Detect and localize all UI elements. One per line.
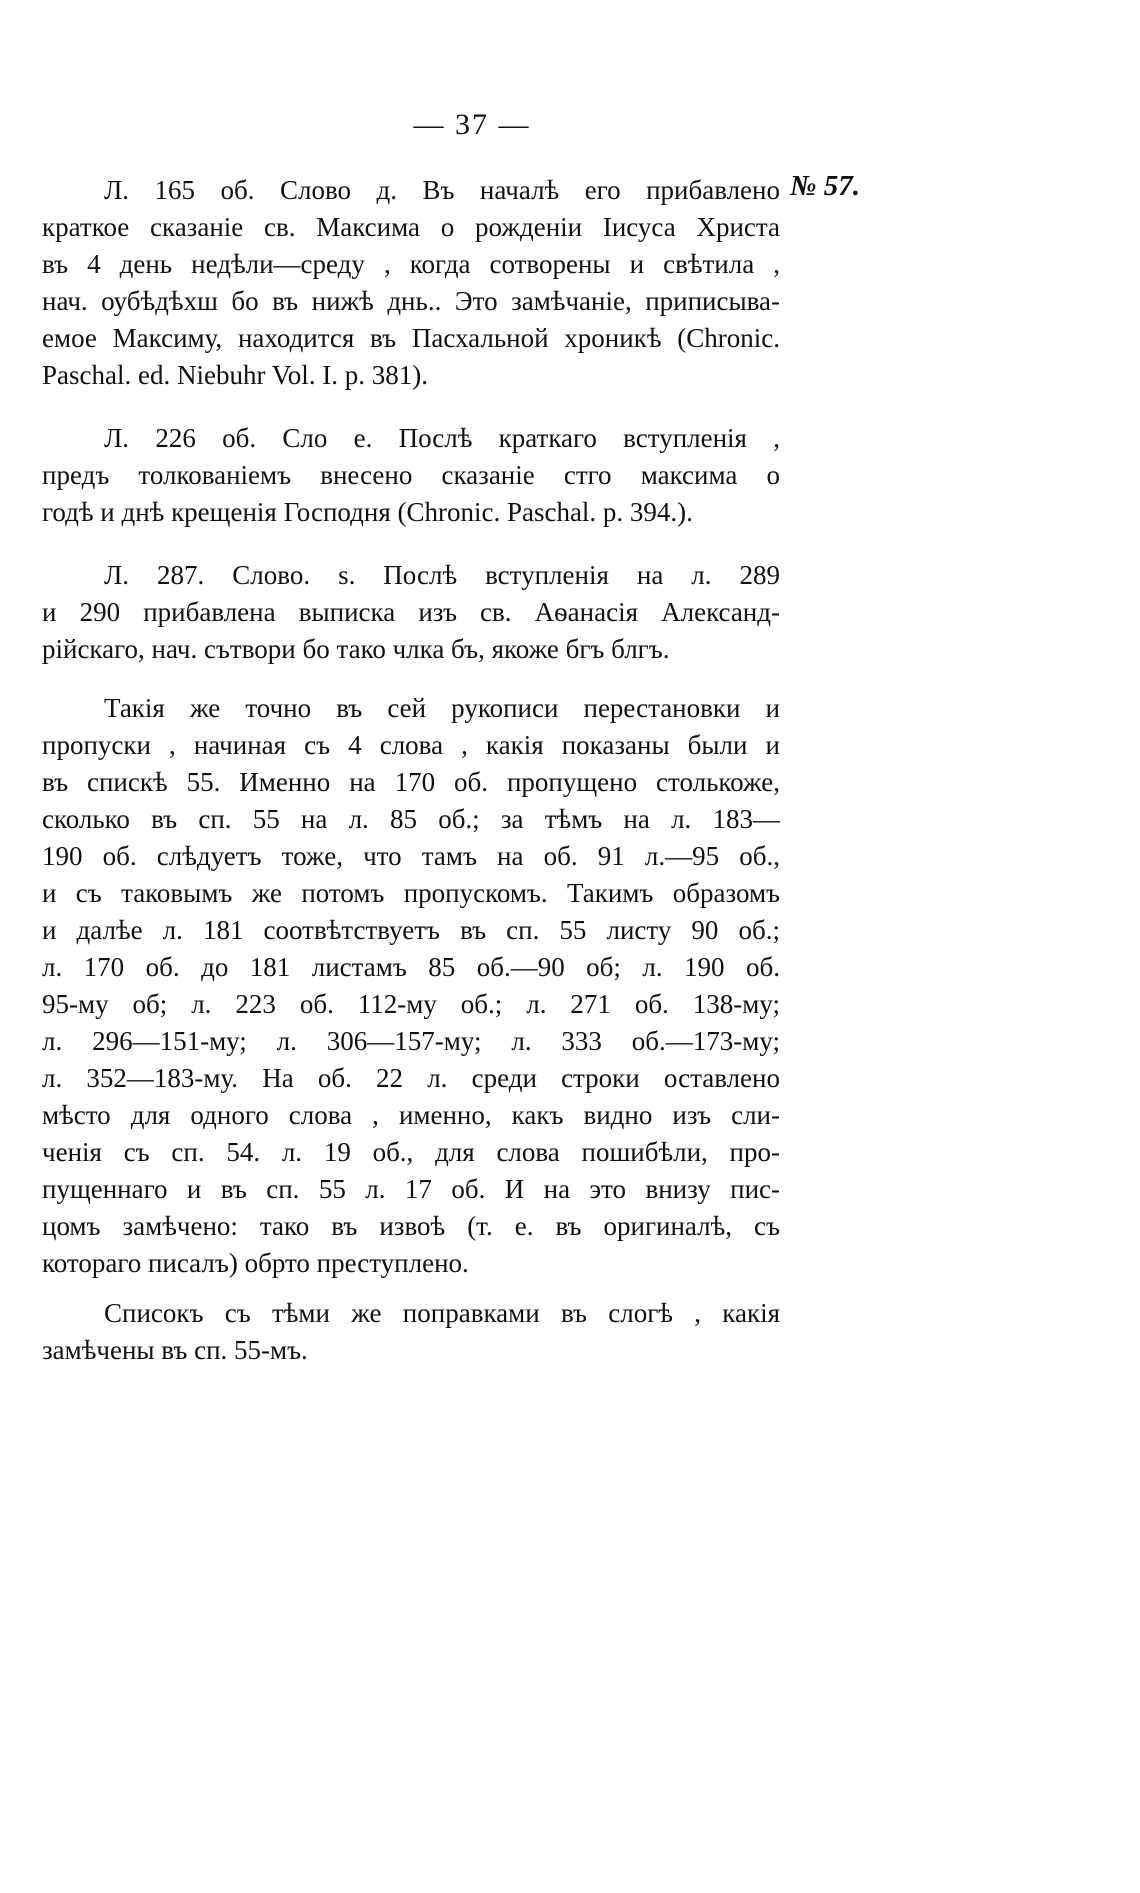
paragraph-list-corrections (42, 1295, 780, 1369)
text-line: емое Максиму, находится въ Пасхальной хроникѣ (Chronic. (42, 323, 780, 353)
text-line: пущеннаго и въ сп. 55 л. 17 об. И на это внизу пис- (42, 1174, 780, 1204)
text-line: цомъ замѣчено: тако въ извоѣ (т. е. въ оригиналѣ, съ (42, 1211, 780, 1241)
text-line: и съ таковымъ же потомъ пропускомъ. Такимъ образомъ (42, 878, 780, 908)
text-line: Paschal. ed. Niebuhr Vol. I. p. 381). (42, 360, 428, 390)
paragraph-rearrangements (42, 690, 780, 1282)
text-line: котораго писалъ) обрто преступлено. (42, 1248, 469, 1278)
text-line: ченія съ сп. 54. л. 19 об., для слова пошибѣли, про- (42, 1137, 780, 1167)
text-line: л. 170 об. до 181 листамъ 85 об.—90 об; л. 190 об. (42, 952, 780, 982)
text-line: предъ толкованіемъ внесено сказаніе стго максима о (42, 460, 780, 490)
text-line: и 290 прибавлена выписка изъ св. Аѳанасія Александ- (42, 597, 780, 627)
paragraph-folio-165 (42, 172, 780, 394)
text-line: Л. 226 об. Сло е. Послѣ краткаго вступленія , (104, 423, 780, 453)
text-line: Л. 287. Слово. ѕ. Послѣ вступленія на л. 289 (104, 560, 780, 590)
text-line: 190 об. слѣдуетъ тоже, что тамъ на об. 91 л.—95 об., (42, 841, 780, 871)
text-line: краткое сказаніе св. Максима о рожденіи Іисуса Христа (42, 212, 780, 242)
text-line: 95-му об; л. 223 об. 112-му об.; л. 271 об. 138-му; (42, 989, 780, 1019)
text-line: Л. 165 об. Слово д. Въ началѣ его прибавлено (104, 175, 780, 205)
text-line: Такія же точно въ сей рукописи перестановки и (104, 693, 780, 723)
text-line: годѣ и днѣ крещенія Господня (Chronic. Paschal. p. 394.). (42, 497, 693, 527)
text-line: нач. оубѣдѣхш бо въ нижѣ днь.. Это замѣчаніе, приписыва- (42, 286, 780, 316)
paragraph-folio-226 (42, 420, 780, 531)
page-number: — 37 — (413, 108, 531, 141)
text-line: въ 4 день недѣли—среду , когда сотворены и свѣтила , (42, 249, 780, 279)
text-line: Списокъ съ тѣми же поправками въ слогѣ , какія (104, 1298, 780, 1328)
side-note-manuscript-number: № 57. (790, 170, 861, 202)
text-line: л. 296—151-му; л. 306—157-му; л. 333 об.—173-му; (42, 1026, 780, 1056)
paragraph-folio-287 (42, 557, 780, 668)
text-line: мѣсто для одного слова , именно, какъ видно изъ сли- (42, 1100, 780, 1130)
text-line: въ спискѣ 55. Именно на 170 об. пропущено столькоже, (42, 767, 780, 797)
text-line: рійскаго, нач. сътвори бо тако члка бъ, якоже бгъ блгъ. (42, 634, 670, 664)
text-line: замѣчены въ сп. 55-мъ. (42, 1335, 308, 1365)
text-line: л. 352—183-му. На об. 22 л. среди строки оставлено (42, 1063, 780, 1093)
text-line: пропуски , начиная съ 4 слова , какія показаны были и (42, 730, 780, 760)
text-line: сколько въ сп. 55 на л. 85 об.; за тѣмъ на л. 183— (42, 804, 780, 834)
text-line: и далѣе л. 181 соотвѣтствуетъ въ сп. 55 листу 90 об.; (42, 915, 780, 945)
